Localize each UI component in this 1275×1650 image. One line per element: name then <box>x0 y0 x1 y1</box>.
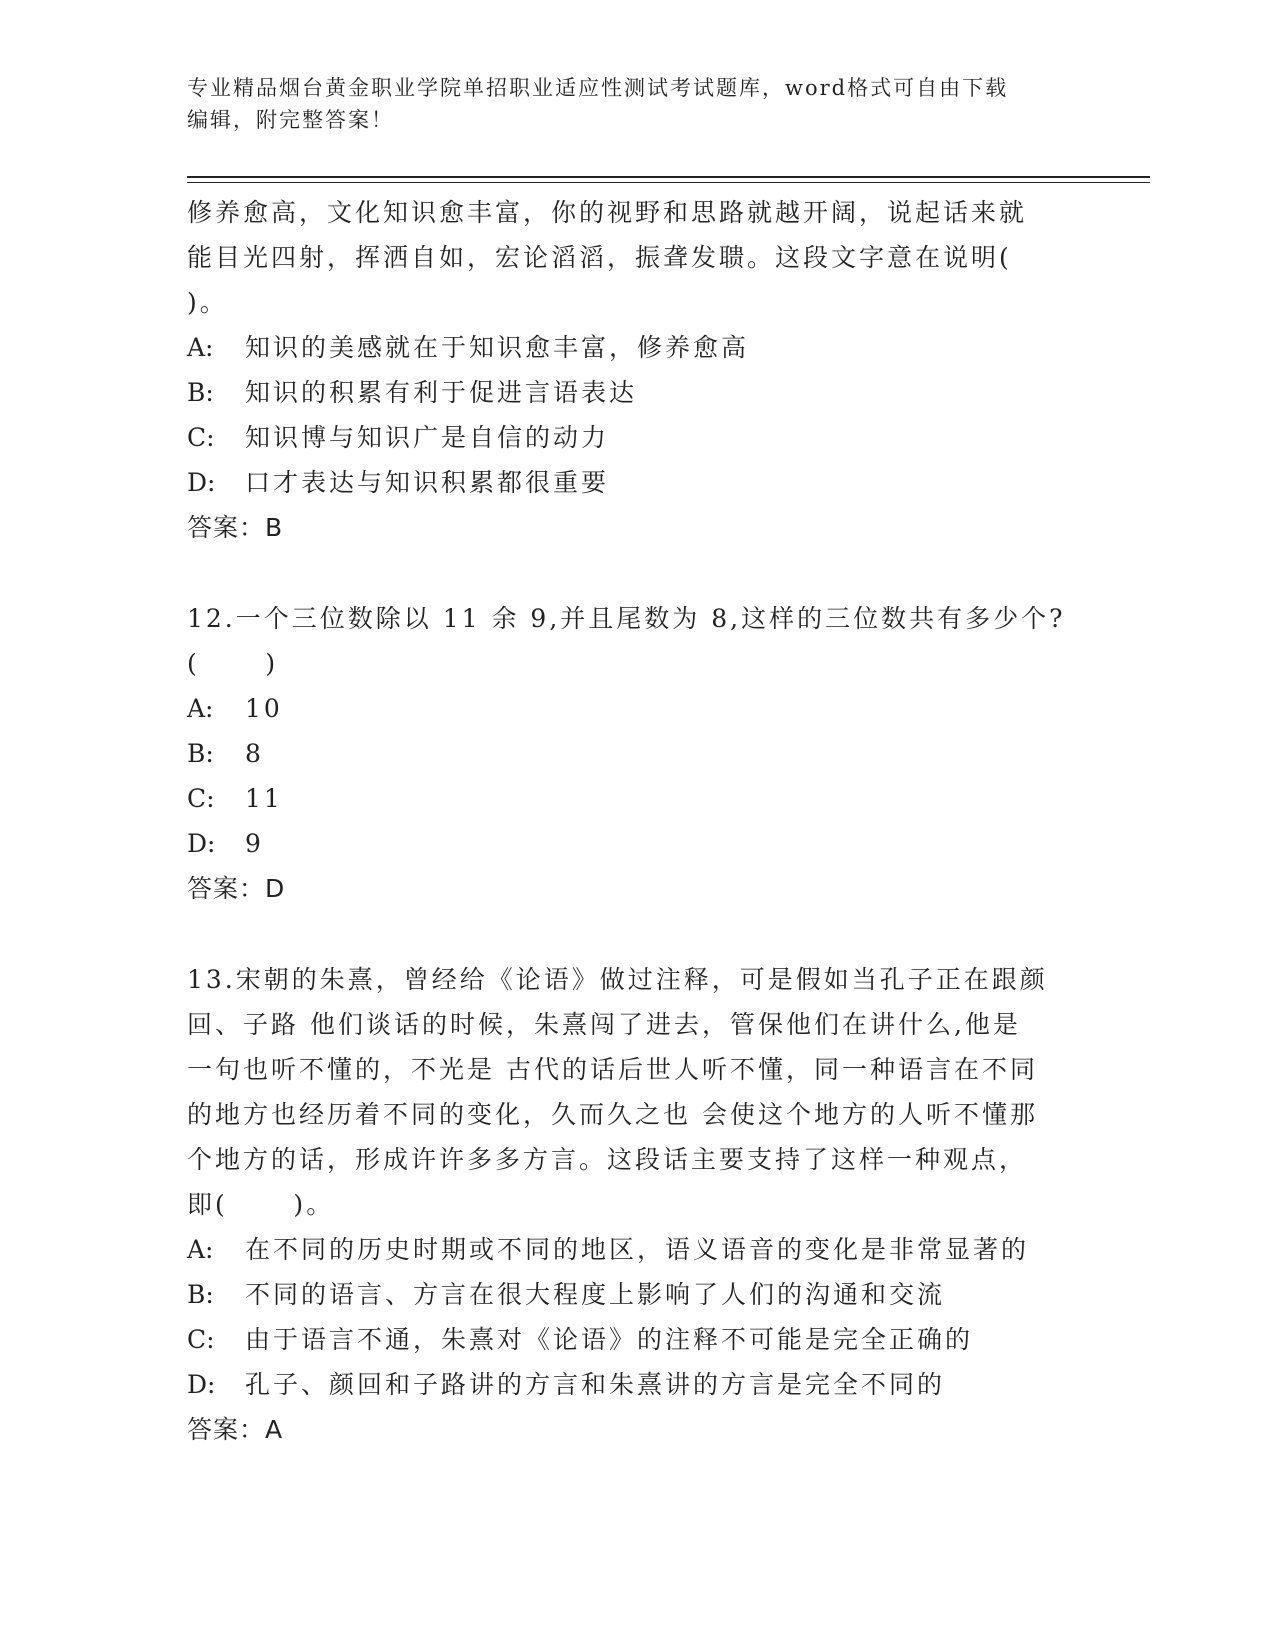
document-header <box>187 72 1087 136</box>
option-text: 10 <box>245 694 283 723</box>
question-stem-line: 12.一个三位数除以 11 余 9,并且尾数为 8,这样的三位数共有多少个? <box>187 604 1066 633</box>
answer-line: 答案：A <box>187 1415 284 1444</box>
question-stem-line: )。 <box>187 288 228 317</box>
option-letter: B: <box>187 739 214 768</box>
option-letter: A: <box>187 333 214 362</box>
option-text: 8 <box>245 739 264 768</box>
option-d <box>187 1362 1087 1407</box>
question-stem-line: 能目光四射，挥洒自如，宏论滔滔，振聋发聩。这段文字意在说明( <box>187 243 1012 272</box>
option-letter: A: <box>187 1235 214 1264</box>
answer-line: 答案：B <box>187 513 284 542</box>
option-letter: C: <box>187 1325 215 1354</box>
question-12 <box>187 596 1087 912</box>
option-a <box>187 325 1087 370</box>
option-b <box>187 370 1087 415</box>
option-letter: A: <box>187 694 214 723</box>
option-letter: C: <box>187 423 215 452</box>
option-text: 由于语言不通，朱熹对《论语》的注释不可能是完全正确的 <box>245 1325 974 1354</box>
option-text: 知识的积累有利于促进言语表达 <box>245 378 638 407</box>
option-text: 11 <box>245 784 283 813</box>
option-d <box>187 821 1087 866</box>
option-c <box>187 1317 1087 1362</box>
option-c <box>187 776 1087 821</box>
spacer <box>187 912 1087 957</box>
option-c <box>187 415 1087 460</box>
option-d <box>187 460 1087 505</box>
question-stem-line: 修养愈高，文化知识愈丰富，你的视野和思路就越开阔，说起话来就 <box>187 198 1028 227</box>
option-text: 口才表达与知识积累都很重要 <box>245 468 610 497</box>
option-a <box>187 1227 1087 1272</box>
question-stem-line: 回、子路 他们谈话的时候，朱熹闯了进去，管保他们在讲什么,他是 <box>187 1010 1021 1039</box>
question-stem-line: 个地方的话，形成许许多多方言。这段话主要支持了这样一种观点， <box>187 1145 1028 1174</box>
option-letter: B: <box>187 1280 214 1309</box>
question-13 <box>187 957 1087 1453</box>
option-letter: B: <box>187 378 214 407</box>
spacer <box>187 551 1087 596</box>
question-11 <box>187 190 1087 551</box>
option-letter: D: <box>187 1370 216 1399</box>
question-stem-line: 即( )。 <box>187 1190 335 1219</box>
question-stem-line: 的地方也经历着不同的变化，久而久之也 会使这个地方的人听不懂那 <box>187 1100 1038 1129</box>
option-b <box>187 1272 1087 1317</box>
header-line-1: 专业精品烟台黄金职业学院单招职业适应性测试考试题库，word格式可自由下载 <box>187 76 1009 100</box>
option-text: 9 <box>245 829 264 858</box>
header-rule-thin <box>187 182 1150 183</box>
question-stem-line: 13.宋朝的朱熹，曾经给《论语》做过注释，可是假如当孔子正在跟颜 <box>187 965 1048 994</box>
option-text: 不同的语言、方言在很大程度上影响了人们的沟通和交流 <box>245 1280 946 1309</box>
option-text: 知识博与知识广是自信的动力 <box>245 423 610 452</box>
option-letter: C: <box>187 784 215 813</box>
option-letter: D: <box>187 829 216 858</box>
question-list <box>187 190 1087 1453</box>
option-text: 在不同的历史时期或不同的地区，语义语音的变化是非常显著的 <box>245 1235 1030 1264</box>
option-text: 孔子、颜回和子路讲的方言和朱熹讲的方言是完全不同的 <box>245 1370 946 1399</box>
question-stem-line: 一句也听不懂的，不光是 古代的话后世人听不懂，同一种语言在不同 <box>187 1055 1038 1084</box>
option-letter: D: <box>187 468 216 497</box>
option-b <box>187 731 1087 776</box>
question-stem-line: ( ) <box>187 649 279 678</box>
header-line-2: 编辑，附完整答案！ <box>187 108 394 132</box>
header-rule-thick <box>187 176 1150 178</box>
option-text: 知识的美感就在于知识愈丰富，修养愈高 <box>245 333 750 362</box>
option-a <box>187 686 1087 731</box>
answer-line: 答案：D <box>187 874 286 903</box>
